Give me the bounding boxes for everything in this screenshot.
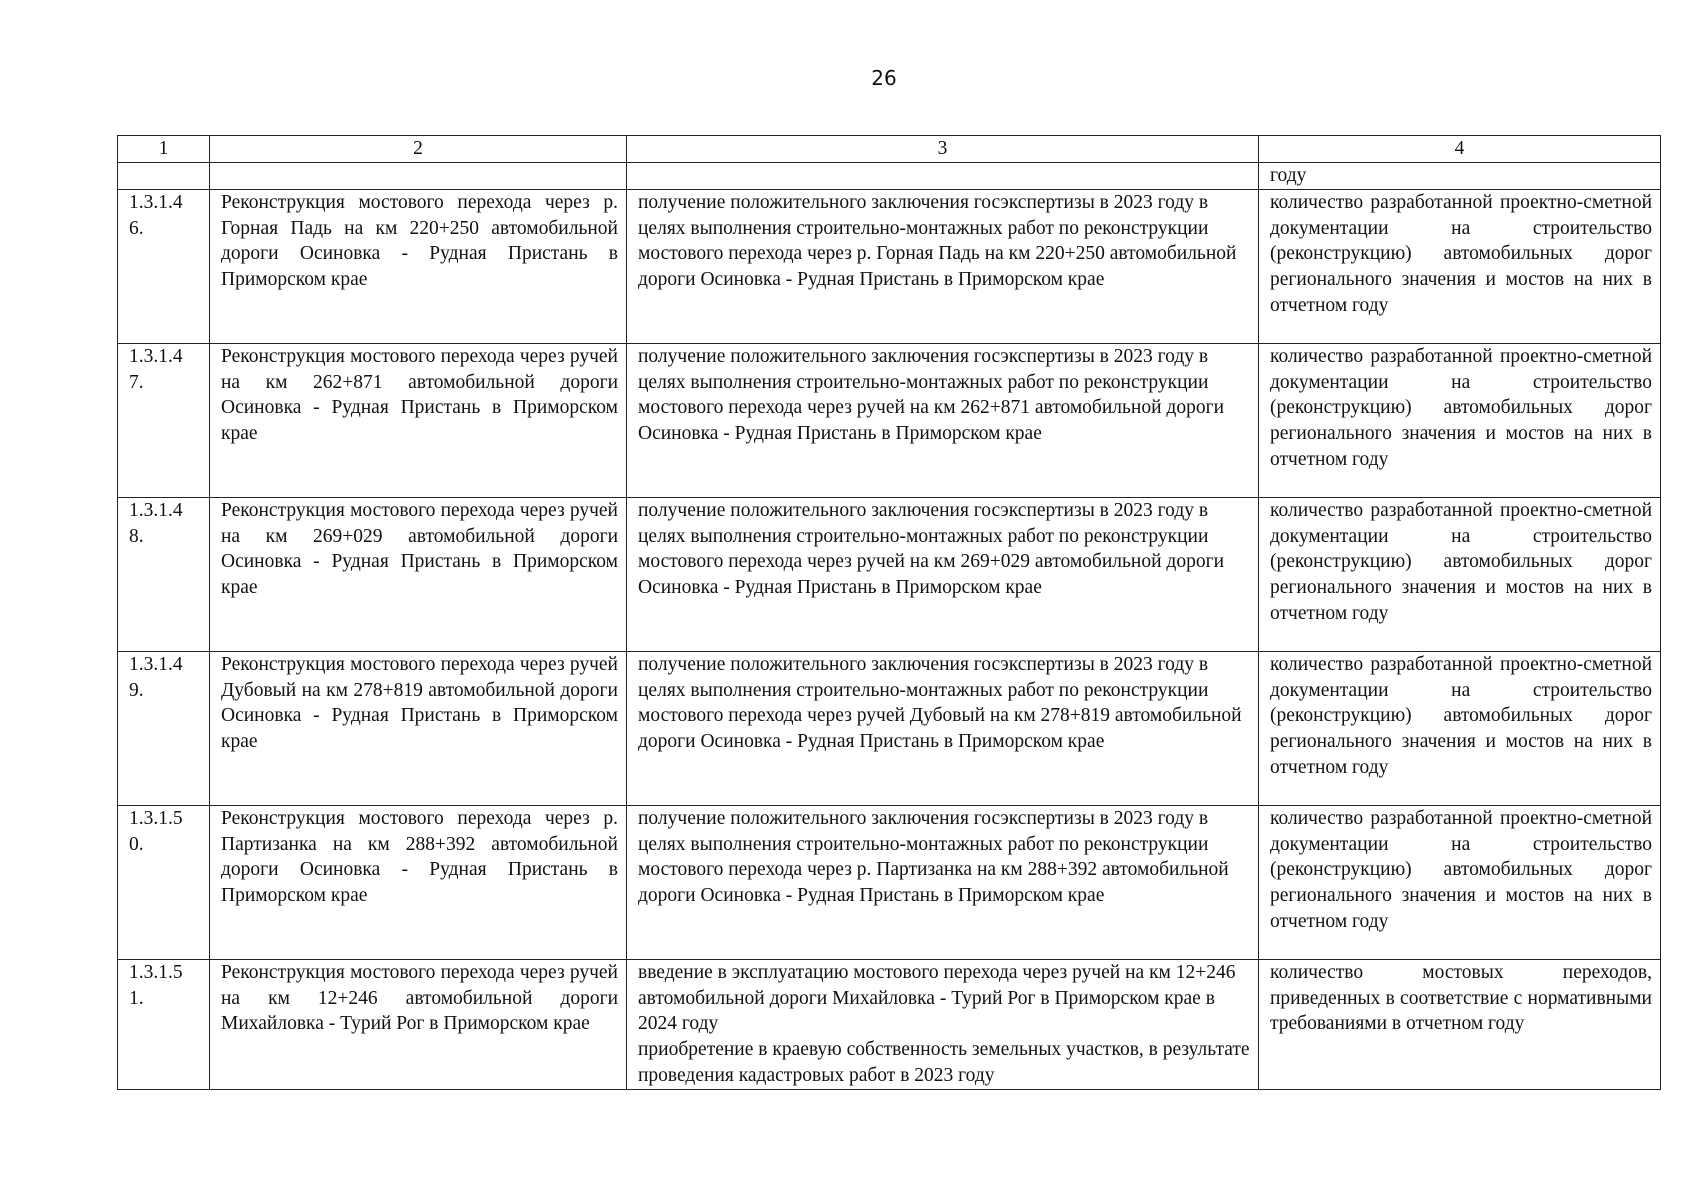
cell-result	[627, 163, 1259, 190]
column-header: 4	[1259, 136, 1661, 163]
table-row	[118, 652, 1661, 806]
column-header: 3	[627, 136, 1259, 163]
cell-indicator: количество разработанной проектно-сметной документации на строительство (реконструкцию) автомобильных дорог регионального значения и мостов на них в отчетном году	[1259, 344, 1661, 498]
cell-number: 1.3.1.4 9.	[118, 652, 210, 806]
cell-result: получение положительного заключения госэкспертизы в 2023 году в целях выполнения строительно-монтажных работ по реконструкции мостового перехода через ручей Дубовый на км 278+819 автомобильной дороги Осиновка - Рудная Пристань в Приморском крае	[627, 652, 1259, 806]
cell-result: получение положительного заключения госэкспертизы в 2023 году в целях выполнения строительно-монтажных работ по реконструкции мостового перехода через р. Горная Падь на км 220+250 автомобильной дороги Осиновка - Рудная Пристань в Приморском крае	[627, 190, 1259, 344]
cell-result: получение положительного заключения госэкспертизы в 2023 году в целях выполнения строительно-монтажных работ по реконструкции мостового перехода через р. Партизанка на км 288+392 автомобильной дороги Осиновка - Рудная Пристань в Приморском крае	[627, 806, 1259, 960]
cell-number: 1.3.1.5 0.	[118, 806, 210, 960]
table-row	[118, 498, 1661, 652]
cell-number: 1.3.1.5 1.	[118, 960, 210, 1090]
cell-number: 1.3.1.4 8.	[118, 498, 210, 652]
result-extra-text: приобретение в краевую собственность земельных участков, в результате проведения кадастровых работ в 2023 году	[638, 1039, 1250, 1086]
cell-object: Реконструкция мостового перехода через ручей на км 12+246 автомобильной дороги Михайловка - Турий Рог в Приморском крае	[210, 960, 627, 1090]
table-row	[118, 960, 1661, 1090]
cell-indicator: количество мостовых переходов, приведенных в соответствие с нормативными требованиями в отчетном году	[1259, 960, 1661, 1090]
cell-object	[210, 163, 627, 190]
cell-result: получение положительного заключения госэкспертизы в 2023 году в целях выполнения строительно-монтажных работ по реконструкции мостового перехода через ручей на км 269+029 автомобильной дороги Осиновка - Рудная Пристань в Приморском крае	[627, 498, 1259, 652]
table-row	[118, 806, 1661, 960]
cell-indicator: количество разработанной проектно-сметной документации на строительство (реконструкцию) автомобильных дорог регионального значения и мостов на них в отчетном году	[1259, 652, 1661, 806]
cell-indicator: количество разработанной проектно-сметной документации на строительство (реконструкцию) автомобильных дорог регионального значения и мостов на них в отчетном году	[1259, 806, 1661, 960]
cell-object: Реконструкция мостового перехода через ручей на км 262+871 автомобильной дороги Осиновка - Рудная Пристань в Приморском крае	[210, 344, 627, 498]
cell-object: Реконструкция мостового перехода через ручей Дубовый на км 278+819 автомобильной дороги Осиновка - Рудная Пристань в Приморском крае	[210, 652, 627, 806]
cell-number	[118, 163, 210, 190]
cell-object: Реконструкция мостового перехода через р. Партизанка на км 288+392 автомобильной дороги Осиновка - Рудная Пристань в Приморском крае	[210, 806, 627, 960]
result-text: введение в эксплуатацию мостового перехода через ручей на км 12+246 автомобильной дороги Михайловка - Турий Рог в Приморском крае в 2024 году	[638, 962, 1236, 1035]
cell-number: 1.3.1.4 6.	[118, 190, 210, 344]
column-header: 2	[210, 136, 627, 163]
cell-indicator: году	[1259, 163, 1661, 190]
page-number: 26	[871, 66, 897, 90]
cell-number: 1.3.1.4 7.	[118, 344, 210, 498]
column-header: 1	[118, 136, 210, 163]
table-row	[118, 190, 1661, 344]
cell-result: получение положительного заключения госэкспертизы в 2023 году в целях выполнения строительно-монтажных работ по реконструкции мостового перехода через ручей на км 262+871 автомобильной дороги Осиновка - Рудная Пристань в Приморском крае	[627, 344, 1259, 498]
document-table	[117, 135, 1661, 1090]
table-header-row	[118, 136, 1661, 163]
cell-indicator: количество разработанной проектно-сметной документации на строительство (реконструкцию) автомобильных дорог регионального значения и мостов на них в отчетном году	[1259, 498, 1661, 652]
cell-object: Реконструкция мостового перехода через р. Горная Падь на км 220+250 автомобильной дороги Осиновка - Рудная Пристань в Приморском крае	[210, 190, 627, 344]
table-row	[118, 344, 1661, 498]
cell-indicator: количество разработанной проектно-сметной документации на строительство (реконструкцию) автомобильных дорог регионального значения и мостов на них в отчетном году	[1259, 190, 1661, 344]
cell-result	[627, 960, 1259, 1090]
cell-object: Реконструкция мостового перехода через ручей на км 269+029 автомобильной дороги Осиновка - Рудная Пристань в Приморском крае	[210, 498, 627, 652]
continuation-row	[118, 163, 1661, 190]
